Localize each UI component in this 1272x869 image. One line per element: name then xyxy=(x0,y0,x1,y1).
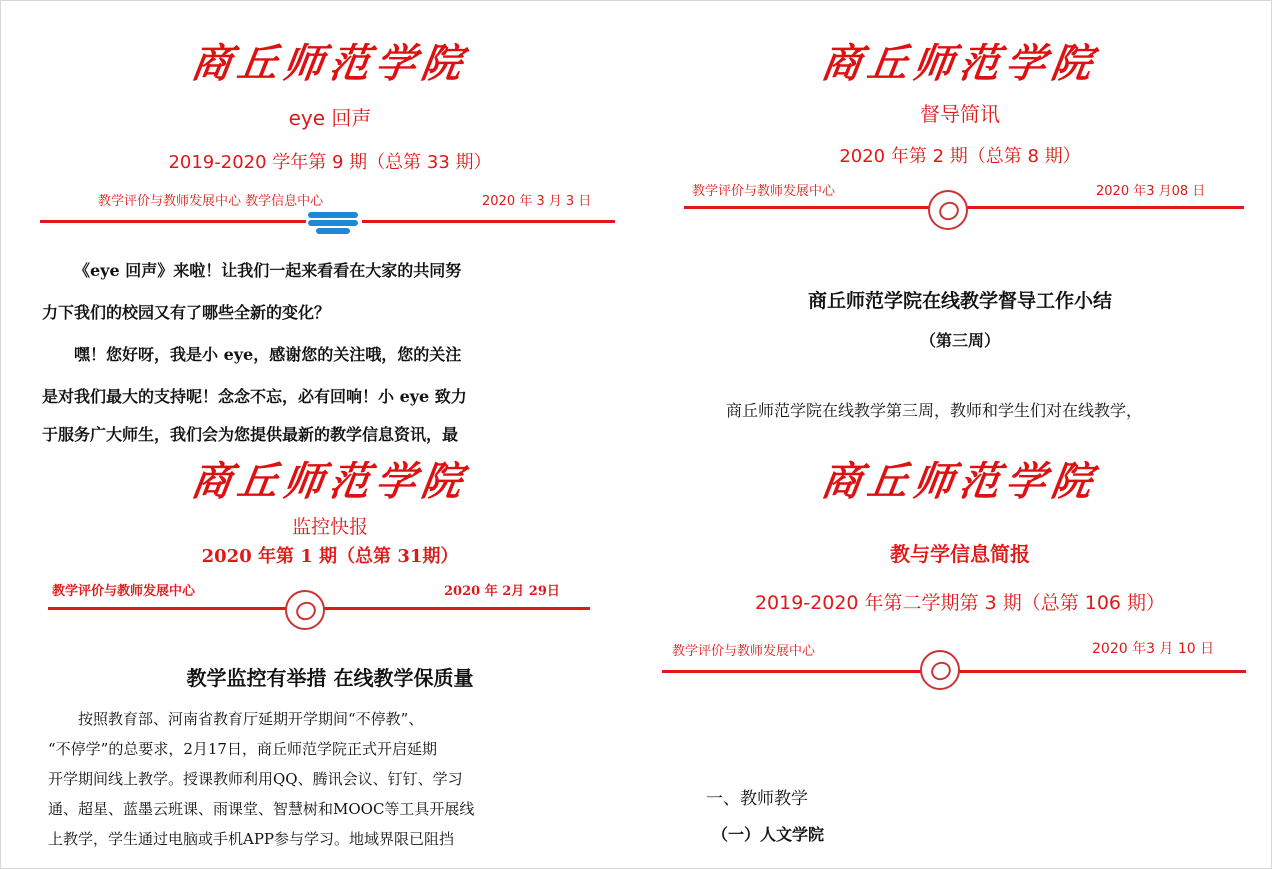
newsletter-eye-echo xyxy=(30,18,630,444)
body-line: 是对我们最大的支持呢！念念不忘，必有回响！小 eye 致力 xyxy=(42,387,467,406)
subsection-heading: （一）人文学院 xyxy=(712,825,825,844)
issue-date: 2020 年 2月 29日 xyxy=(444,584,560,599)
university-logo: 商丘师范学院 xyxy=(188,40,471,87)
issue-number: 2020 年第 1 期（总第 31期） xyxy=(201,546,459,567)
body-line: “不停学”的总要求，2月17日，商丘师范学院正式开启延期 xyxy=(48,740,437,758)
newsletter-title: 监控快报 xyxy=(291,516,368,538)
body-line: 上教学，学生通过电脑或手机APP参与学习。地域界限已阻挡 xyxy=(48,830,455,848)
center-seal-icon xyxy=(928,190,968,230)
article-headline: 教学监控有举措 在线教学保质量 xyxy=(186,666,474,690)
newsletter-monitoring xyxy=(30,440,630,860)
newsletter-title: eye 回声 xyxy=(288,106,372,130)
body-line: 于服务广大师生，我们会为您提供最新的教学信息资讯，最 xyxy=(42,425,459,444)
issue-date: 2020 年 3 月 3 日 xyxy=(482,194,592,209)
body-line: 力下我们的校园又有了哪些全新的变化？ xyxy=(42,303,331,322)
newsletter-title: 督导简讯 xyxy=(920,102,1000,126)
body-line: 按照教育部、河南省教育厅延期开学期间“不停教”、 xyxy=(78,710,424,728)
issue-number: 2020 年第 2 期（总第 8 期） xyxy=(839,146,1081,167)
eye-badge-icon xyxy=(306,210,362,234)
org-name: 教学评价与教师发展中心 xyxy=(672,644,816,659)
org-name: 教学评价与教师发展中心 xyxy=(52,584,196,599)
body-line: 通、超星、蓝墨云班课、雨课堂、智慧树和MOOC等工具开展线 xyxy=(48,800,475,818)
newsletter-teaching-info xyxy=(660,440,1260,860)
org-name: 教学评价与教师发展中心 教学信息中心 xyxy=(98,194,324,209)
university-logo: 商丘师范学院 xyxy=(818,40,1101,87)
section-heading: 一、教师教学 xyxy=(706,789,808,809)
university-logo: 商丘师范学院 xyxy=(188,458,471,505)
university-logo: 商丘师范学院 xyxy=(818,458,1101,505)
newsletter-supervision xyxy=(660,18,1260,428)
body-line: 嘿！您好呀，我是小 eye，感谢您的关注哦，您的关注 xyxy=(74,345,462,364)
issue-date: 2020 年3 月 10 日 xyxy=(1092,641,1215,657)
issue-number: 2019-2020 年第二学期第 3 期（总第 106 期） xyxy=(754,592,1166,614)
issue-date: 2020 年3 月08 日 xyxy=(1096,184,1206,199)
center-seal-icon xyxy=(285,590,325,630)
issue-number: 2019-2020 学年第 9 期（总第 33 期） xyxy=(168,152,492,173)
newsletter-title: 教与学信息简报 xyxy=(890,542,1030,566)
article-headline: 商丘师范学院在线教学督导工作小结 xyxy=(807,290,1112,312)
org-name: 教学评价与教师发展中心 xyxy=(692,184,836,199)
center-seal-icon xyxy=(920,650,960,690)
article-body: 商丘师范学院在线教学第三周，教师和学生们对在线教学， xyxy=(726,401,1143,420)
body-line: 开学期间线上教学。授课教师利用QQ、腾讯会议、钉钉、学习 xyxy=(48,770,463,788)
body-line: 《eye 回声》来啦！让我们一起来看看在大家的共同努 xyxy=(74,261,462,280)
article-subheadline: （第三周） xyxy=(919,331,1000,350)
